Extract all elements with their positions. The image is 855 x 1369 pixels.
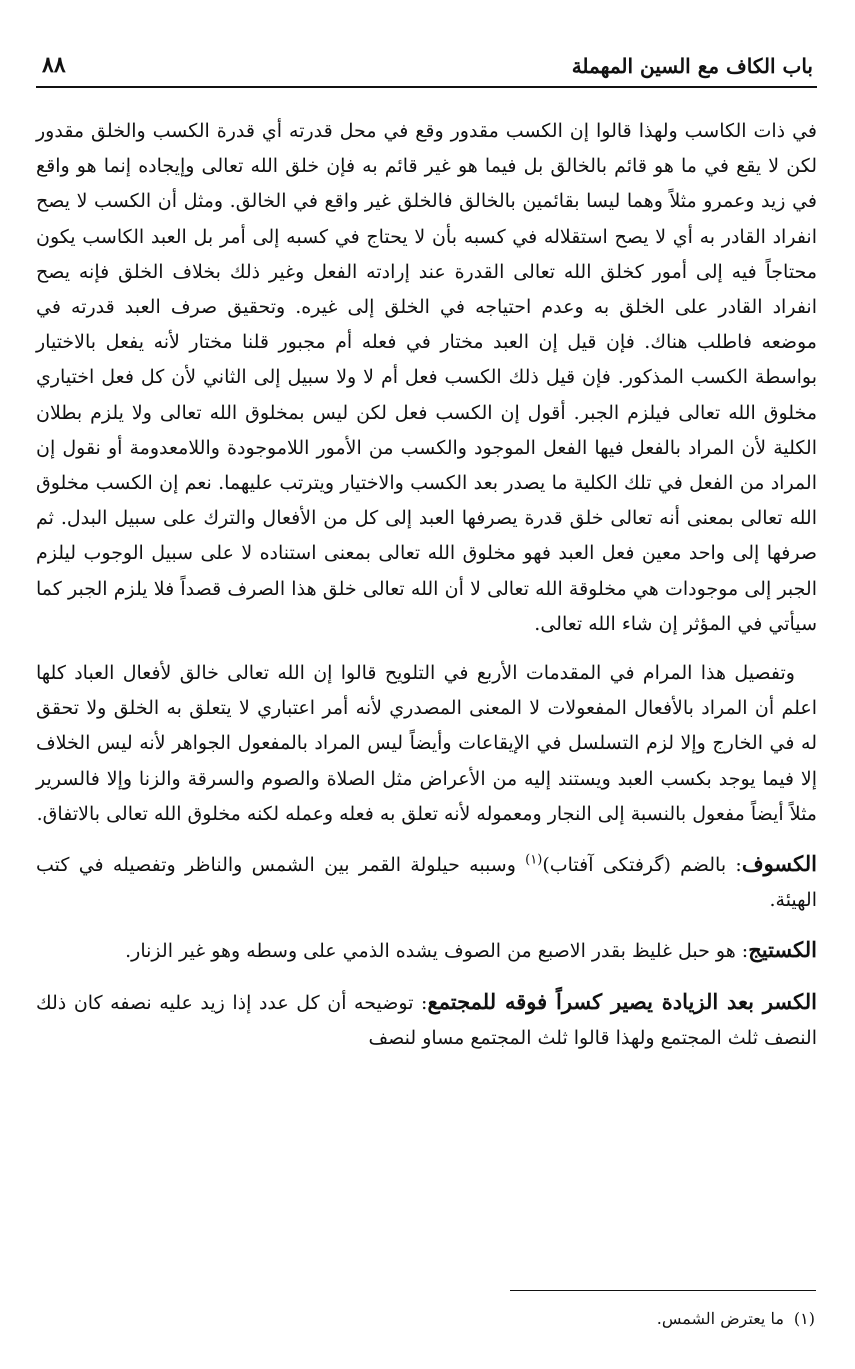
- chapter-title: باب الكاف مع السين المهملة: [571, 54, 813, 78]
- paragraph-talwih-detail: [36, 656, 817, 832]
- entry-text: : بالضم (گرفتكى آفتاب): [542, 854, 742, 877]
- entry-term: الكستيج: [748, 937, 817, 963]
- book-page: [36, 38, 817, 1070]
- page-number: ٨٨: [42, 52, 66, 78]
- body-text: [36, 114, 817, 1056]
- footnote-separator: [510, 1290, 816, 1291]
- entry-text: : هو حبل غليظ بقدر الاصبع من الصوف يشده الذمي على وسطه وهو غير الزنار.: [125, 940, 749, 963]
- running-header: [36, 38, 817, 88]
- entry-text-continued: وسببه حيلولة القمر بين الشمس والناظر وتفصيله في كتب الهيئة.: [36, 854, 817, 912]
- entry-kastij: [36, 932, 817, 969]
- footnote-number: (١): [793, 1309, 815, 1328]
- entry-kasr-ziyada: [36, 984, 817, 1056]
- paragraph-kasb-continued: [36, 114, 817, 642]
- entry-text: : توضيحه أن كل عدد إذا زيد عليه نصفه كان ذلك النصف ثلث المجتمع ولهذا قالوا ثلث المجتمع مساو لنصف: [36, 991, 817, 1049]
- paragraph-text: وتفصيل هذا المرام في المقدمات الأربع في التلويح قالوا إن الله تعالى خالق لأفعال العباد كلها اعلم أن المراد بالأفعال المفعولات لا المعنى المصدري لأنه أمر اعتباري لا يتعلق به الخلق ولا تحقق له في الخارج وإلا لزم التسلسل في الإيقاعات وأيضاً ليس المراد بالمفعول الجواهر لأنه ليس الخلاف إلا فيما يوجد بكسب العبد ويستند إليه من الأعراض مثل الصلاة والصوم والسرقة والزنا وإلا فالسرير مثلاً أيضاً مفعول بالنسبة إلى النجار ومعموله لأنه تعلق به فعله وعمله لكنه مخلوق الله تعالى بالاتفاق.: [36, 662, 817, 825]
- footnote-reference[interactable]: (١): [525, 852, 543, 868]
- entry-term: الكسر بعد الزيادة يصير كسراً فوقه للمجتمع: [427, 988, 817, 1014]
- entry-kusuf: [36, 846, 817, 918]
- paragraph-text: في ذات الكاسب ولهذا قالوا إن الكسب مقدور وقع في محل قدرته أي قدرة الكسب والخلق مقدور لكن لا يقع في ما هو قائم بالخالق بل فيما هو غير قائم به فإن خلق الله تعالى وإيجاده إنما هو واقع في زيد وعمرو مثلاً وهما ليسا بقائمين بالخالق فالخلق غير واقع في الخالق. ومثل أن الكسب لا يصح انفراد القادر به أي لا يصح استقلاله في كسبه بأن لا يحتاج في كسبه إلى أمر بل العبد الكاسب يكون محتاجاً فيه إلى أمور كخلق الله تعالى القدرة عند إرادته الفعل وغير ذلك بخلاف الخلق فإنه يصح انفراد القادر على الخلق به وعدم احتياجه في الخلق إلى غيره. وتحقيق صرف العبد قدرته في موضعه فاطلب هناك. فإن قيل إن العبد مختار في فعله أم مجبور قلنا مختار لأنه يفعل بالاختيار بواسطة الكسب المذكور. فإن قيل ذلك الكسب فعل أم لا ولا سبيل إلى الثاني لأن كل فعل اختياري مخلوق الله تعالى فيلزم الجبر. أقول إن الكسب فعل لكن ليس بمخلوق الله تعالى ولا يلزم بطلان الكلية لأن المراد بالفعل فيها الفعل الموجود والكسب من الأمور اللاموجودة واللامعدومة أو نقول إن المراد من الفعل في تلك الكلية ما يصدر بعد الكسب والاختيار ويترتب عليهما. نعم إن الكسب مخلوق الله تعالى بمعنى أنه تعالى خلق قدرة يصرفها العبد إلى كل من الأفعال والترك على سبيل البدل. ثم صرفها إلى واحد معين فعل العبد فهو مخلوق الله تعالى بمعنى استناده لا على سبيل الوجوب ليلزم الجبر إلى موجودات هي مخلوقة الله تعالى لا أن الله تعالى خلق هذا الصرف قصداً فلا يلزم الجبر كما سيأتي في المؤثر إن شاء الله تعالى.: [36, 120, 817, 635]
- footnote-text: ما يعترض الشمس.: [656, 1309, 784, 1328]
- entry-term: الكسوف: [741, 851, 817, 877]
- footnote: [657, 1306, 815, 1332]
